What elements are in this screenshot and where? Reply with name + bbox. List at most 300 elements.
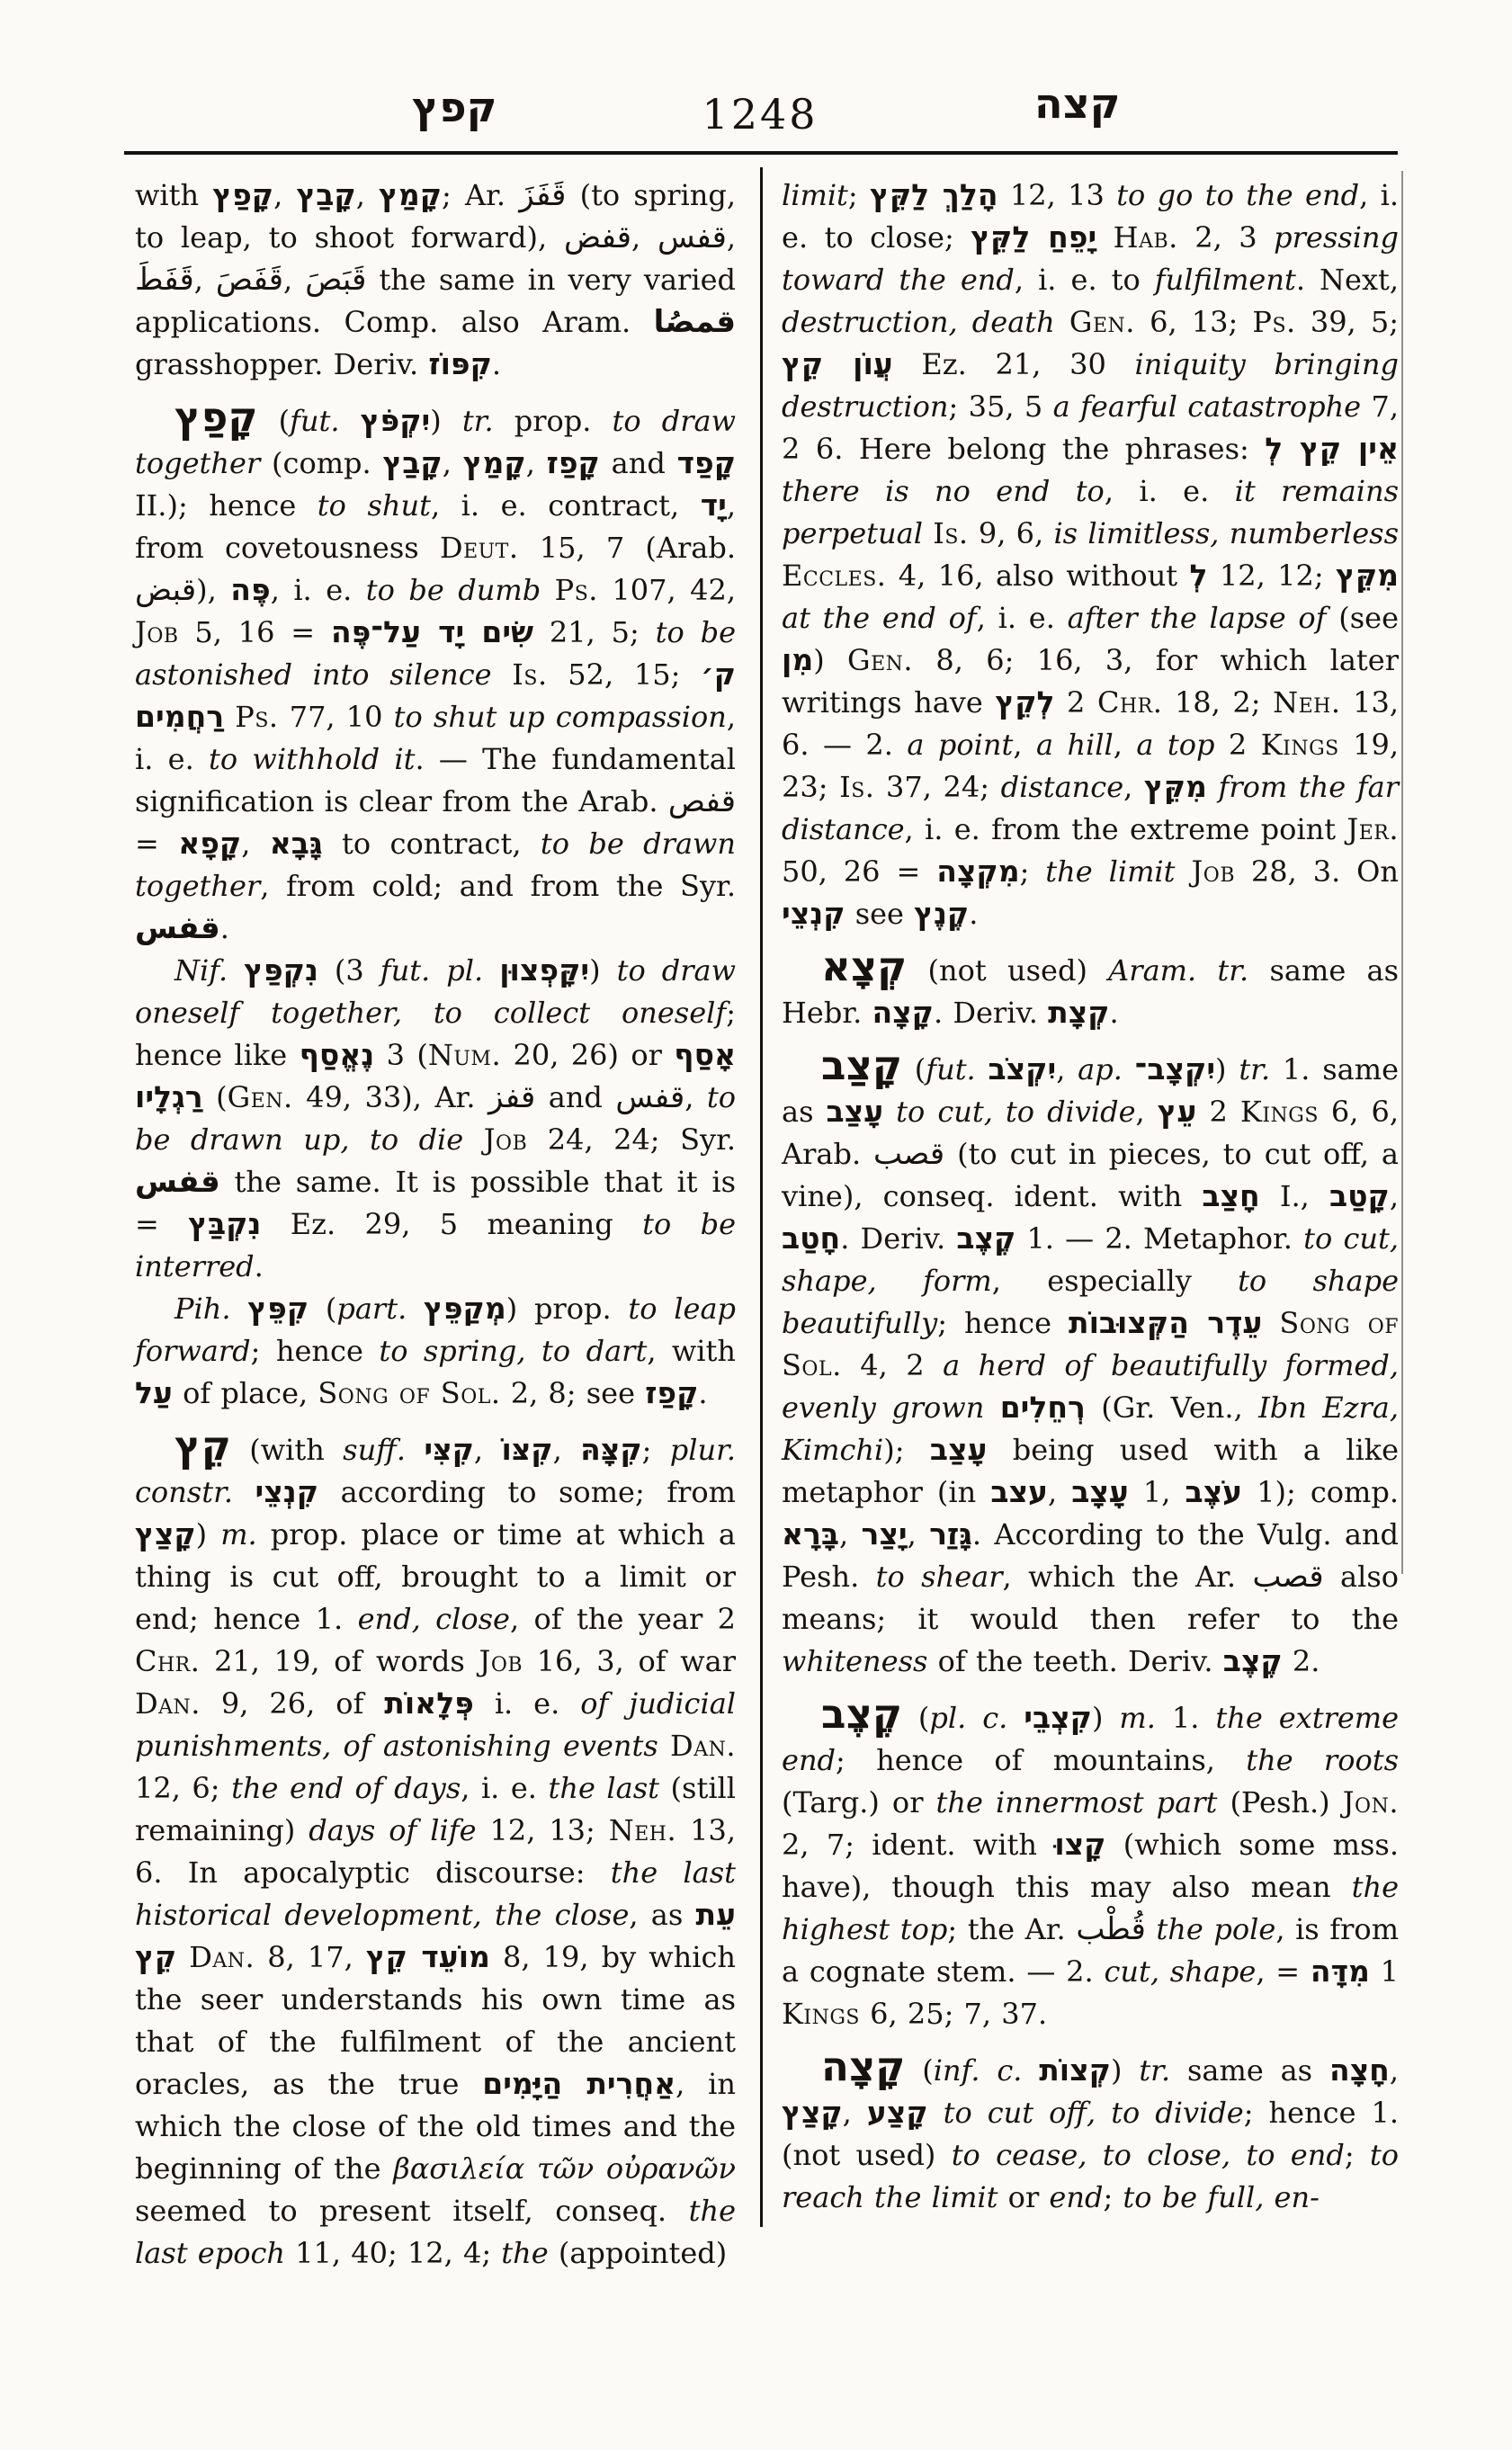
- text-run-sy: قمصُا: [653, 304, 736, 340]
- text-run-h: קָצַע: [866, 2095, 928, 2130]
- text-run-r: (Gr. Ven.,: [1085, 1390, 1259, 1425]
- text-run-r: [976, 1052, 989, 1086]
- text-run-r: 18, 2;: [1162, 685, 1274, 720]
- text-run-r: 11, 40; 12, 4;: [284, 2236, 502, 2270]
- text-run-sy: قفس: [135, 1164, 220, 1200]
- text-run-sc: Gen.: [1069, 305, 1135, 339]
- text-run-sc: Gen.: [227, 1080, 293, 1114]
- text-run-h: עֲוֹן קֵץ: [782, 346, 893, 381]
- text-run-i: from the far distance: [782, 770, 1399, 846]
- text-run-a: قَفَطَ: [135, 262, 194, 298]
- text-run-r: same as: [1170, 2053, 1329, 2088]
- text-run-r: , i. e.: [1104, 474, 1235, 508]
- text-run-r: .: [698, 1376, 708, 1410]
- text-run-r: , from cold; and from the Syr.: [260, 869, 736, 903]
- text-run-r: (still remaining): [135, 1771, 737, 1847]
- text-run-h: אַחֲרִית הַיָּמִים: [482, 2066, 676, 2101]
- text-run-i: to draw oneself together, to collect oneself: [135, 953, 736, 1030]
- text-run-r: , which the Ar.: [1002, 1560, 1253, 1594]
- text-run-r: with: [135, 178, 213, 212]
- text-run-r: 77, 10: [278, 700, 394, 734]
- text-run-sc: Job: [135, 615, 179, 649]
- text-run-i: to shut up compassion: [393, 700, 727, 734]
- text-run-h: קְצוֹת: [1039, 2052, 1111, 2088]
- text-run-r: ;: [1019, 854, 1046, 889]
- text-run-i: pressing toward the end: [782, 220, 1400, 297]
- text-run-h: בָּרָא: [782, 1516, 840, 1551]
- text-run-i: tr.: [461, 404, 494, 438]
- text-run-r: 52, 15;: [547, 657, 702, 692]
- text-run-r: ,: [631, 220, 658, 255]
- text-run-r: 2: [1196, 1095, 1240, 1129]
- text-run-r: , =: [1256, 1954, 1311, 1989]
- text-run-h: עֵדֶר הַקְּצוּבוֹת: [1069, 1305, 1263, 1340]
- text-run-h: מִקֵּץ: [1336, 558, 1400, 593]
- text-run-r: the same in very varied applications. Comp. also Aram.: [135, 263, 736, 339]
- text-run-r: . According to the Vulg. and Pesh.: [782, 1517, 1400, 1594]
- text-run-a: قبض: [135, 572, 197, 608]
- text-run-h: עֵת קֵץ: [135, 1897, 737, 1974]
- text-run-i: to be drawn up, to die: [135, 1080, 737, 1157]
- text-run-h: קִצָּהּ: [580, 1432, 642, 1467]
- text-run-r: .: [219, 911, 229, 945]
- text-run-r: , i. e.: [461, 1771, 549, 1805]
- text-run-h: מִן: [782, 642, 814, 677]
- text-run-r: ,: [1013, 728, 1036, 762]
- text-run-r: (: [901, 1701, 930, 1735]
- text-run-h: פֶּה: [230, 572, 271, 607]
- text-run-r: , as: [629, 1898, 696, 1932]
- text-run-r: 49, 33), Ar.: [292, 1080, 489, 1114]
- text-run-r: (with: [230, 1433, 344, 1467]
- text-run-r: 6, 6, Arab.: [782, 1095, 1400, 1171]
- text-run-h: עַל: [135, 1375, 173, 1410]
- text-run-r: (not used): [907, 953, 1109, 988]
- text-run-r: ): [813, 643, 848, 677]
- header-rule: [124, 151, 1398, 155]
- text-run-h: קְצָת: [1048, 995, 1110, 1030]
- text-run-r: (: [901, 1052, 926, 1086]
- text-run-h: אָסַף רַגְלָיו: [135, 1037, 737, 1114]
- text-run-r: 39, 5;: [1295, 305, 1400, 339]
- text-run-h: קָבַץ: [296, 177, 356, 212]
- text-run-r: ; hence like: [135, 996, 736, 1072]
- text-run-r: 9, 6,: [968, 516, 1054, 550]
- text-run-H: קְצָא: [821, 943, 908, 990]
- text-run-i: to be interred: [135, 1207, 737, 1283]
- text-run-r: (Targ.) or: [782, 1785, 936, 1820]
- text-run-i: to be dumb: [365, 573, 541, 607]
- text-run-h: קִנְצֵי: [255, 1474, 319, 1509]
- text-run-h: הָלַךְ לַקֵּץ: [870, 177, 998, 212]
- text-run-h: מִדָּה: [1310, 1954, 1370, 1989]
- text-run-r: 12, 13;: [476, 1813, 609, 1847]
- text-run-h: קִצְבֵי: [1024, 1700, 1092, 1735]
- text-run-i: the innermost part: [935, 1785, 1218, 1820]
- text-run-h: יִקָּפְצוּן: [499, 952, 590, 988]
- text-run-h: קֶצֶב: [956, 1221, 1016, 1256]
- text-run-r: [1055, 305, 1069, 339]
- text-run-r: 28, 3. On: [1234, 854, 1400, 889]
- text-run-r: [1262, 1306, 1279, 1340]
- text-run-r: ,: [839, 1517, 862, 1551]
- text-run-r: [231, 1292, 248, 1326]
- text-run-h: יִקְפֹּץ: [360, 403, 431, 438]
- text-run-r: Ez. 21, 30: [892, 347, 1135, 381]
- text-run-h: עָצַב: [929, 1432, 988, 1467]
- text-run-sc: Jon.: [1342, 1785, 1399, 1820]
- text-run-sc: Job: [483, 1122, 528, 1157]
- text-run-r: (to cut in pieces, to cut off, a vine), conseq. ident. with: [782, 1137, 1399, 1213]
- text-run-r: 12, 12;: [1207, 559, 1337, 593]
- text-run-i: to shear: [875, 1560, 1003, 1594]
- text-run-h: קָצַץ: [135, 1516, 196, 1551]
- text-run-h: מִקֵּץ: [1143, 769, 1207, 804]
- text-run-i: the pole: [1156, 1912, 1276, 1946]
- text-run-h: נִקְבַּץ: [188, 1206, 262, 1241]
- text-run-a: قفس: [658, 219, 727, 255]
- text-run-r: see: [845, 897, 915, 931]
- text-run-r: ): [195, 1517, 221, 1551]
- text-run-r: 37, 24;: [874, 770, 1001, 804]
- text-run-sc: Kings: [782, 1997, 860, 2031]
- text-run-r: ,: [726, 220, 737, 255]
- text-run-i: pl. c.: [929, 1701, 1008, 1735]
- text-run-r: ,: [907, 1517, 930, 1551]
- text-run-i: to draw together: [135, 404, 737, 480]
- text-run-r: ) prop.: [505, 1292, 629, 1326]
- text-run-h: קָפַז: [645, 1375, 699, 1410]
- text-run-h: קָטַב: [1329, 1178, 1390, 1213]
- text-run-a: قفض: [563, 219, 632, 255]
- text-run-sc: Neh.: [1273, 685, 1341, 720]
- text-run-sc: Song of Sol.: [782, 1306, 1400, 1382]
- column-divider: [760, 167, 763, 2227]
- text-run-i: days of life: [309, 1813, 477, 1847]
- text-run-h: פְּלָאוֹת: [384, 1685, 474, 1721]
- text-run-r: (Pesh.): [1217, 1785, 1343, 1820]
- text-run-r: [1022, 2053, 1039, 2088]
- text-run-i: ap.: [1078, 1052, 1123, 1086]
- text-run-i: plur. constr.: [135, 1433, 737, 1509]
- text-run-r: ,: [355, 178, 380, 212]
- text-run-sc: Ps.: [235, 700, 279, 734]
- text-run-i: the end of days: [231, 1771, 461, 1805]
- text-run-r: ;: [847, 178, 871, 212]
- text-run-h: מְקַפֵּץ: [424, 1291, 506, 1326]
- text-run-r: (appointed): [548, 2236, 728, 2270]
- text-run-r: [224, 700, 235, 734]
- text-run-i: to cut, to divide: [896, 1095, 1136, 1129]
- text-run-i: to spring, to dart: [379, 1334, 648, 1368]
- text-run-r: same as Hebr.: [782, 953, 1400, 1030]
- text-run-r: [406, 1433, 424, 1467]
- text-run-i: limit: [782, 178, 848, 212]
- text-run-r: [658, 1729, 670, 1763]
- text-run-sc: Ps.: [1252, 305, 1296, 339]
- text-run-r: . Deriv.: [933, 996, 1049, 1030]
- text-run-i: to cut, shape, form: [782, 1221, 1400, 1298]
- text-run-r: grasshopper. Deriv.: [135, 347, 429, 381]
- text-run-r: 1,: [1128, 1475, 1185, 1509]
- text-run-r: ,: [1135, 1095, 1158, 1129]
- text-run-r: .: [969, 897, 979, 931]
- text-run-r: 4, 16, also without: [886, 559, 1190, 593]
- text-run-sc: Neh.: [608, 1813, 677, 1847]
- text-run-i: tr.: [1239, 1052, 1271, 1086]
- text-run-r: ): [430, 404, 462, 438]
- text-run-i: to shut: [317, 488, 431, 523]
- text-run-h: קָפַז: [546, 445, 600, 480]
- text-run-r: . Deriv.: [840, 1221, 957, 1256]
- text-run-r: (see: [1326, 601, 1400, 635]
- text-run-r: 1: [1369, 1954, 1400, 1989]
- text-run-r: ,: [842, 2096, 867, 2130]
- text-run-r: ; the Ar.: [947, 1912, 1077, 1946]
- text-run-a: قُطْب: [1076, 1911, 1146, 1947]
- text-run-a: قصب: [1252, 1559, 1324, 1595]
- text-run-i: to cut off, to divide: [943, 2096, 1244, 2130]
- text-run-r: 1. — 2. Metaphor.: [1015, 1221, 1304, 1256]
- text-run-r: (which some mss. have), though this may also mean: [782, 1828, 1399, 1904]
- text-run-r: ,: [552, 1433, 581, 1467]
- text-run-r: . Next,: [1295, 263, 1400, 297]
- text-run-sc: Job: [1191, 854, 1235, 889]
- text-run-sc: Dan.: [135, 1686, 201, 1721]
- text-run-r: or: [998, 2180, 1050, 2214]
- text-run-h: שִׂים יָד עַל־פֶּה: [330, 614, 534, 649]
- text-run-r: [1146, 1912, 1157, 1946]
- text-run-h: קִצִּי: [424, 1432, 474, 1467]
- text-run-r: , i. e. contract,: [430, 488, 701, 523]
- text-run-r: Ez. 29, 5 meaning: [261, 1207, 643, 1241]
- text-run-r: (: [202, 1080, 228, 1114]
- text-run-r: (: [257, 404, 291, 438]
- text-run-r: [1096, 220, 1113, 255]
- text-run-r: ,: [1389, 1179, 1399, 1213]
- text-run-r: [228, 953, 244, 988]
- text-run-r: .: [491, 347, 502, 381]
- text-run-r: ,: [684, 1080, 707, 1114]
- text-run-r: 13, 6. — 2.: [782, 685, 1400, 762]
- text-run-i: end, close: [357, 1602, 510, 1636]
- entry-qatsah: [782, 2043, 1400, 2219]
- text-run-r: ,: [473, 1433, 502, 1467]
- text-run-h: עָצָב: [1071, 1474, 1129, 1509]
- text-run-i: a fearful catastrophe: [1052, 389, 1362, 424]
- text-run-h: אֵין קֵץ לְ: [1265, 431, 1399, 466]
- text-run-r: [233, 1475, 255, 1509]
- text-run-i: there is no end to: [782, 474, 1105, 508]
- text-run-r: 2, 8; see: [500, 1376, 646, 1410]
- text-run-H: קָפַץ: [174, 393, 258, 441]
- text-run-h: קִצּוֹ: [501, 1432, 553, 1467]
- text-run-r: 2: [1214, 728, 1261, 762]
- text-run-H: קֶצֶב: [821, 1690, 902, 1738]
- text-run-r: 7, 2 6. Here belong the phrases:: [782, 389, 1400, 466]
- text-run-h: קָפָא: [178, 826, 242, 861]
- entry-qaphats: [135, 393, 737, 950]
- text-run-r: [541, 573, 554, 607]
- text-run-h: יָד: [700, 487, 727, 523]
- text-run-r: ,: [1056, 1052, 1078, 1086]
- text-run-r: 8, 19, by which the seer understands his own time as that of the fulfilment of the ancient oracles, as the true: [135, 1940, 737, 2101]
- text-run-i: a top: [1136, 728, 1215, 762]
- text-run-r: [1176, 854, 1192, 889]
- text-run-r: [1123, 1052, 1135, 1086]
- text-run-i: fut.: [926, 1052, 976, 1086]
- text-run-a: قَبَصَ: [305, 262, 367, 298]
- text-run-r: 2, 7; ident. with: [782, 1828, 1055, 1862]
- text-run-r: ): [1110, 2053, 1140, 2088]
- text-run-r: ,: [273, 178, 297, 212]
- text-run-sy: قفس: [135, 910, 220, 946]
- text-run-i: to shape beautifully: [782, 1264, 1400, 1340]
- text-run-i: fulfilment: [1154, 263, 1296, 297]
- text-run-h: קָמַץ: [379, 177, 443, 212]
- text-run-h: קָבַץ: [382, 445, 443, 480]
- text-run-r: (3: [318, 953, 380, 988]
- text-run-i: tr.: [1139, 2053, 1171, 2088]
- text-run-r: the same. It is possible that it is =: [135, 1165, 736, 1241]
- text-run-r: ,: [241, 827, 270, 861]
- text-run-r: 8, 17,: [255, 1940, 366, 1974]
- text-run-r: of place,: [172, 1376, 318, 1410]
- text-run-h: יִקְצָב־: [1134, 1051, 1216, 1086]
- text-run-i: the last epoch: [135, 2194, 736, 2270]
- text-run-r: (: [309, 1292, 337, 1326]
- text-run-r: =: [135, 827, 179, 861]
- text-run-sc: Is.: [933, 516, 969, 550]
- text-run-r: [1207, 770, 1219, 804]
- right-column: [782, 174, 1399, 2219]
- text-run-r: , i. e. to close;: [782, 178, 1399, 255]
- text-run-r: [407, 1292, 424, 1326]
- text-run-r: 20, 26) or: [501, 1038, 675, 1072]
- text-run-r: 4, 2: [841, 1348, 944, 1382]
- text-run-h: יָפֵחַ לַקֵּץ: [971, 219, 1097, 255]
- text-run-h: קֶצֶב: [1222, 1643, 1283, 1678]
- continued-paragraph-qets: [782, 174, 1399, 935]
- text-run-h: רְחֵלִים: [999, 1390, 1086, 1425]
- text-run-h: קָצַץ: [782, 2095, 843, 2130]
- text-run-h: לְקֵץ: [995, 684, 1055, 720]
- text-run-i: inf. c.: [933, 2053, 1023, 2088]
- text-run-r: 3 (: [374, 1038, 428, 1072]
- scan-edge-line: [1401, 171, 1403, 1574]
- text-run-sc: Gen.: [847, 643, 914, 677]
- text-run-sc: Kings: [1260, 728, 1339, 762]
- text-run-r: of the teeth. Deriv.: [927, 1644, 1223, 1678]
- text-run-h: גָּזַר: [929, 1516, 972, 1551]
- text-run-r: ,: [1389, 2053, 1399, 2088]
- text-run-h: חָטַב: [782, 1221, 841, 1256]
- text-run-r: , with: [647, 1334, 737, 1368]
- text-run-r: . — The fundamental signification is clear from the Arab.: [135, 742, 737, 818]
- text-run-r: 6, 25; 7, 37.: [860, 1997, 1048, 2031]
- text-run-r: [923, 516, 933, 550]
- text-run-r: also means; it would then refer to the: [782, 1560, 1400, 1636]
- continued-paragraph-qaphaz: [135, 174, 736, 386]
- text-run-r: II.); hence: [135, 488, 318, 523]
- text-run-i: is limitless, numberless: [1053, 516, 1400, 550]
- text-run-r: 1.: [1155, 1701, 1216, 1735]
- text-run-i: to be astonished into silence: [135, 615, 737, 692]
- text-run-r: 2: [1054, 685, 1097, 720]
- text-run-r: 50, 26 =: [782, 854, 937, 889]
- text-run-i: Aram. tr.: [1108, 953, 1249, 988]
- text-run-r: and: [599, 446, 677, 480]
- text-run-r: , from covetousness: [135, 488, 737, 565]
- text-run-i: the: [501, 2236, 549, 2270]
- text-run-r: 12, 13: [998, 178, 1117, 212]
- text-run-r: (: [905, 2053, 934, 2088]
- text-run-r: 5, 16 =: [178, 615, 331, 649]
- running-head-left-keyword: קפץ: [412, 83, 497, 131]
- text-run-r: 9, 26, of: [200, 1686, 385, 1721]
- text-run-g: βασιλεία τῶν οὐρανῶν: [393, 2151, 737, 2186]
- text-run-r: ),: [196, 573, 231, 607]
- text-run-h: קָמַץ: [462, 445, 526, 480]
- text-run-a: قفص: [667, 783, 736, 819]
- text-run-r: I.,: [1259, 1179, 1329, 1213]
- text-run-i: to be drawn together: [135, 827, 737, 903]
- text-run-r: , in which the close of the old times and the beginning of the: [135, 2067, 737, 2186]
- text-run-a: قَفَصَ: [215, 262, 284, 298]
- text-run-a: قَفَزَ: [519, 177, 567, 213]
- text-run-i: fut. pl.: [380, 953, 484, 988]
- text-run-r: ,: [193, 263, 216, 297]
- text-run-r: );: [883, 1433, 930, 1467]
- text-run-h: קָפַד: [676, 445, 736, 480]
- text-run-h: נֶאֱסַף: [299, 1037, 375, 1072]
- text-run-i: to leap forward: [135, 1292, 736, 1368]
- text-run-sc: Is.: [839, 770, 875, 804]
- text-run-r: 21, 19, of words: [200, 1644, 479, 1678]
- text-run-r: i. e.: [473, 1686, 581, 1721]
- text-run-h: יָצַר: [861, 1516, 908, 1551]
- text-run-r: 24, 24; Syr.: [527, 1122, 737, 1157]
- entry-qatsab: [782, 1042, 1400, 1683]
- text-run-r: [1007, 1701, 1024, 1735]
- text-run-r: ,: [1047, 1475, 1072, 1509]
- running-head-right-keyword: קצה: [1034, 79, 1121, 128]
- text-run-r: 21, 5;: [533, 615, 656, 649]
- text-run-i: the extreme end: [782, 1701, 1400, 1777]
- text-run-sc: Dan.: [670, 1729, 736, 1763]
- text-run-h: נִקְפַּץ: [244, 952, 318, 988]
- text-run-r: [492, 657, 513, 692]
- text-run-r: ,: [283, 263, 306, 297]
- text-run-h: גָּבָא: [269, 826, 323, 861]
- text-run-r: ;: [1103, 2180, 1123, 2214]
- text-run-sc: Hab.: [1113, 220, 1178, 255]
- text-run-i: to be full, en-: [1123, 2180, 1320, 2214]
- text-run-r: 8, 6; 16, 3, for which later writings have: [782, 643, 1400, 720]
- text-run-i: cut, shape: [1104, 1954, 1257, 1989]
- text-run-sc: Deut.: [439, 531, 519, 565]
- text-run-r: , i. e. to: [1014, 263, 1155, 297]
- text-run-a: قفس: [615, 1079, 685, 1115]
- text-run-r: (to spring, to leap, to shoot forward),: [135, 178, 737, 255]
- text-run-h: ק׳ רַחֲמִים: [135, 657, 737, 734]
- text-run-r: 2.: [1282, 1644, 1320, 1678]
- text-run-r: , especially: [991, 1264, 1239, 1298]
- text-run-h: קָצָה: [872, 995, 934, 1030]
- text-run-i: a hill: [1035, 728, 1114, 762]
- text-run-sc: Is.: [512, 657, 548, 692]
- text-run-i: part.: [336, 1292, 407, 1326]
